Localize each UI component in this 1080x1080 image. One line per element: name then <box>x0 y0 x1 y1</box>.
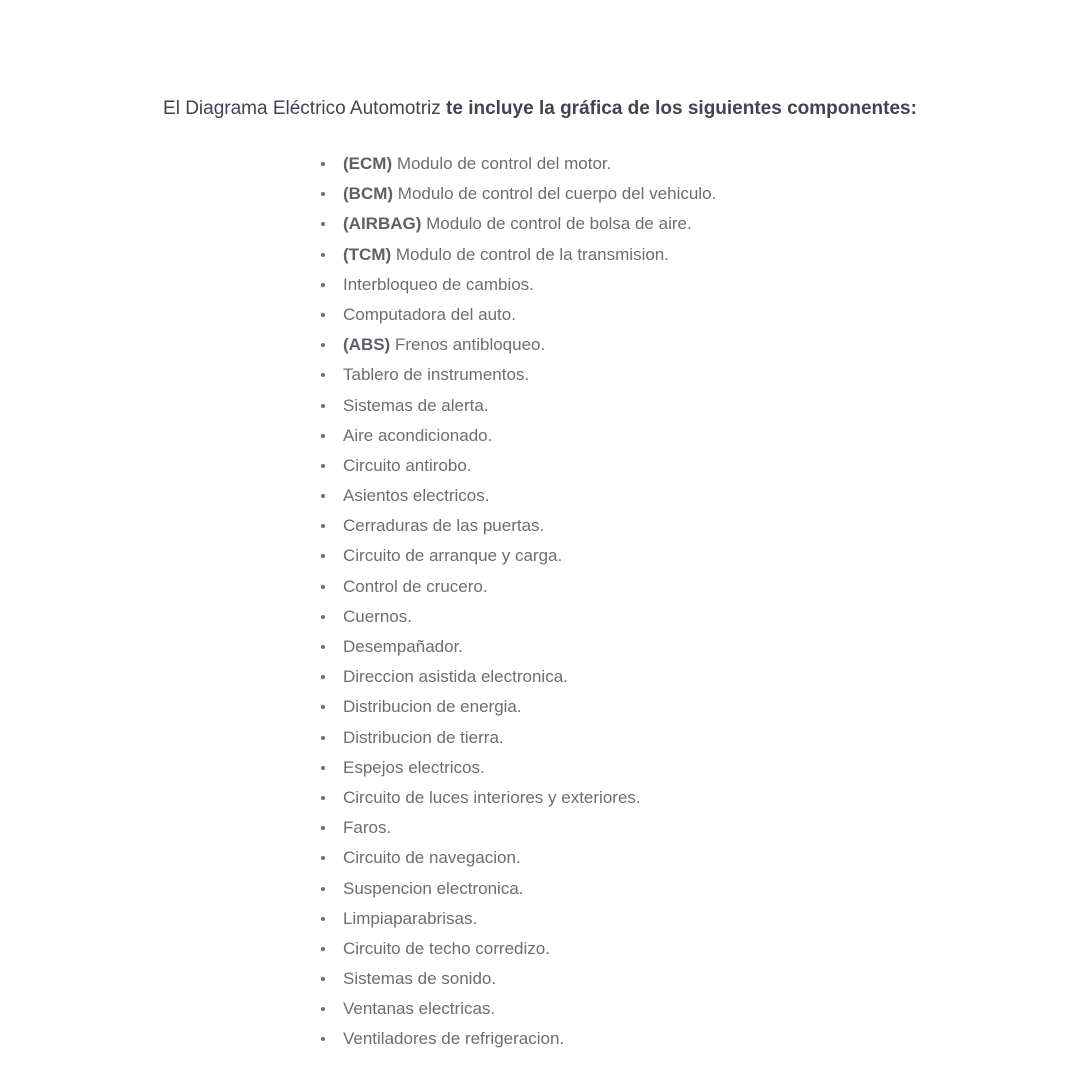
component-abbreviation: (BCM) <box>343 184 394 204</box>
list-item <box>321 481 716 511</box>
bullet-icon <box>321 343 325 347</box>
component-text: Sistemas de alerta. <box>343 395 489 415</box>
component-abbreviation: (TCM) <box>343 244 392 264</box>
list-item <box>321 240 716 270</box>
bullet-icon <box>321 494 325 498</box>
list-item <box>321 904 716 934</box>
bullet-icon <box>321 615 325 619</box>
bullet-icon <box>321 192 325 196</box>
list-item <box>321 541 716 571</box>
bullet-icon <box>321 705 325 709</box>
component-text: Modulo de control del cuerpo del vehiculo. <box>397 184 717 204</box>
component-list <box>321 149 716 1055</box>
component-text: Modulo de control del motor. <box>396 154 612 173</box>
list-item <box>321 149 716 179</box>
component-text: Circuito antirobo. <box>343 455 472 475</box>
component-abbreviation: (ECM) <box>343 154 393 173</box>
list-item <box>321 813 716 843</box>
component-text: Espejos electricos. <box>343 757 485 777</box>
bullet-icon <box>321 887 325 891</box>
list-item <box>321 843 716 873</box>
component-text: Cerraduras de las puertas. <box>343 516 545 536</box>
component-abbreviation: (AIRBAG) <box>343 214 422 234</box>
list-item <box>321 179 716 209</box>
component-text: Tablero de instrumentos. <box>343 365 530 385</box>
intro-normal-text: El Diagrama Eléctrico Automotriz <box>163 98 441 119</box>
component-text: Ventiladores de refrigeracion. <box>343 1029 565 1049</box>
component-text: Circuito de luces interiores y exteriores. <box>343 787 641 807</box>
bullet-icon <box>321 222 325 226</box>
component-text: Modulo de control de bolsa de aire. <box>426 214 692 234</box>
component-text: Aire acondicionado. <box>343 425 493 445</box>
bullet-icon <box>321 313 325 317</box>
list-item <box>321 662 716 692</box>
bullet-icon <box>321 917 325 921</box>
list-item <box>321 602 716 632</box>
component-text: Sistemas de sonido. <box>343 969 497 989</box>
bullet-icon <box>321 554 325 558</box>
list-item <box>321 451 716 481</box>
list-item <box>321 391 716 421</box>
list-item <box>321 330 716 360</box>
component-text: Ventanas electricas. <box>343 999 496 1019</box>
bullet-icon <box>321 585 325 589</box>
bullet-icon <box>321 162 325 166</box>
component-text: Direccion asistida electronica. <box>343 667 568 687</box>
list-item <box>321 300 716 330</box>
bullet-icon <box>321 766 325 770</box>
component-text: Distribucion de energia. <box>343 697 522 717</box>
list-item <box>321 511 716 541</box>
bullet-icon <box>321 675 325 679</box>
bullet-icon <box>321 524 325 528</box>
component-text: Circuito de techo corredizo. <box>343 938 550 958</box>
bullet-icon <box>321 253 325 257</box>
bullet-icon <box>321 947 325 951</box>
list-item <box>321 723 716 753</box>
bullet-icon <box>321 645 325 649</box>
component-text: Suspencion electronica. <box>343 878 524 898</box>
bullet-icon <box>321 434 325 438</box>
bullet-icon <box>321 826 325 830</box>
list-item <box>321 874 716 904</box>
component-text: Cuernos. <box>343 606 412 626</box>
intro-bold-text: te incluye la gráfica de los siguientes componentes: <box>446 98 917 119</box>
list-item <box>321 209 716 239</box>
bullet-icon <box>321 736 325 740</box>
list-item <box>321 964 716 994</box>
component-text: Distribucion de tierra. <box>343 727 504 747</box>
list-item <box>321 270 716 300</box>
component-text: Circuito de navegacion. <box>343 848 521 868</box>
component-abbreviation: (ABS) <box>343 335 391 355</box>
list-item <box>321 360 716 390</box>
list-item <box>321 783 716 813</box>
component-text: Modulo de control de la transmision. <box>395 244 669 264</box>
bullet-icon <box>321 1007 325 1011</box>
list-item <box>321 572 716 602</box>
component-text: Frenos antibloqueo. <box>394 335 546 355</box>
bullet-icon <box>321 977 325 981</box>
bullet-icon <box>321 796 325 800</box>
list-item <box>321 753 716 783</box>
component-text: Computadora del auto. <box>343 304 516 324</box>
component-text: Asientos electricos. <box>343 486 490 506</box>
list-item <box>321 421 716 451</box>
list-item <box>321 1024 716 1054</box>
bullet-icon <box>321 404 325 408</box>
list-item <box>321 994 716 1024</box>
component-text: Circuito de arranque y carga. <box>343 546 563 566</box>
list-item <box>321 692 716 722</box>
component-text: Desempañador. <box>343 637 464 656</box>
list-item <box>321 632 716 662</box>
list-item <box>321 934 716 964</box>
component-text: Limpiaparabrisas. <box>343 908 478 928</box>
component-text: Control de crucero. <box>343 576 488 596</box>
intro-paragraph <box>0 96 1080 122</box>
bullet-icon <box>321 1037 325 1041</box>
bullet-icon <box>321 464 325 468</box>
bullet-icon <box>321 856 325 860</box>
component-text: Faros. <box>343 818 392 838</box>
bullet-icon <box>321 373 325 377</box>
bullet-icon <box>321 283 325 287</box>
component-text: Interbloqueo de cambios. <box>343 274 534 294</box>
